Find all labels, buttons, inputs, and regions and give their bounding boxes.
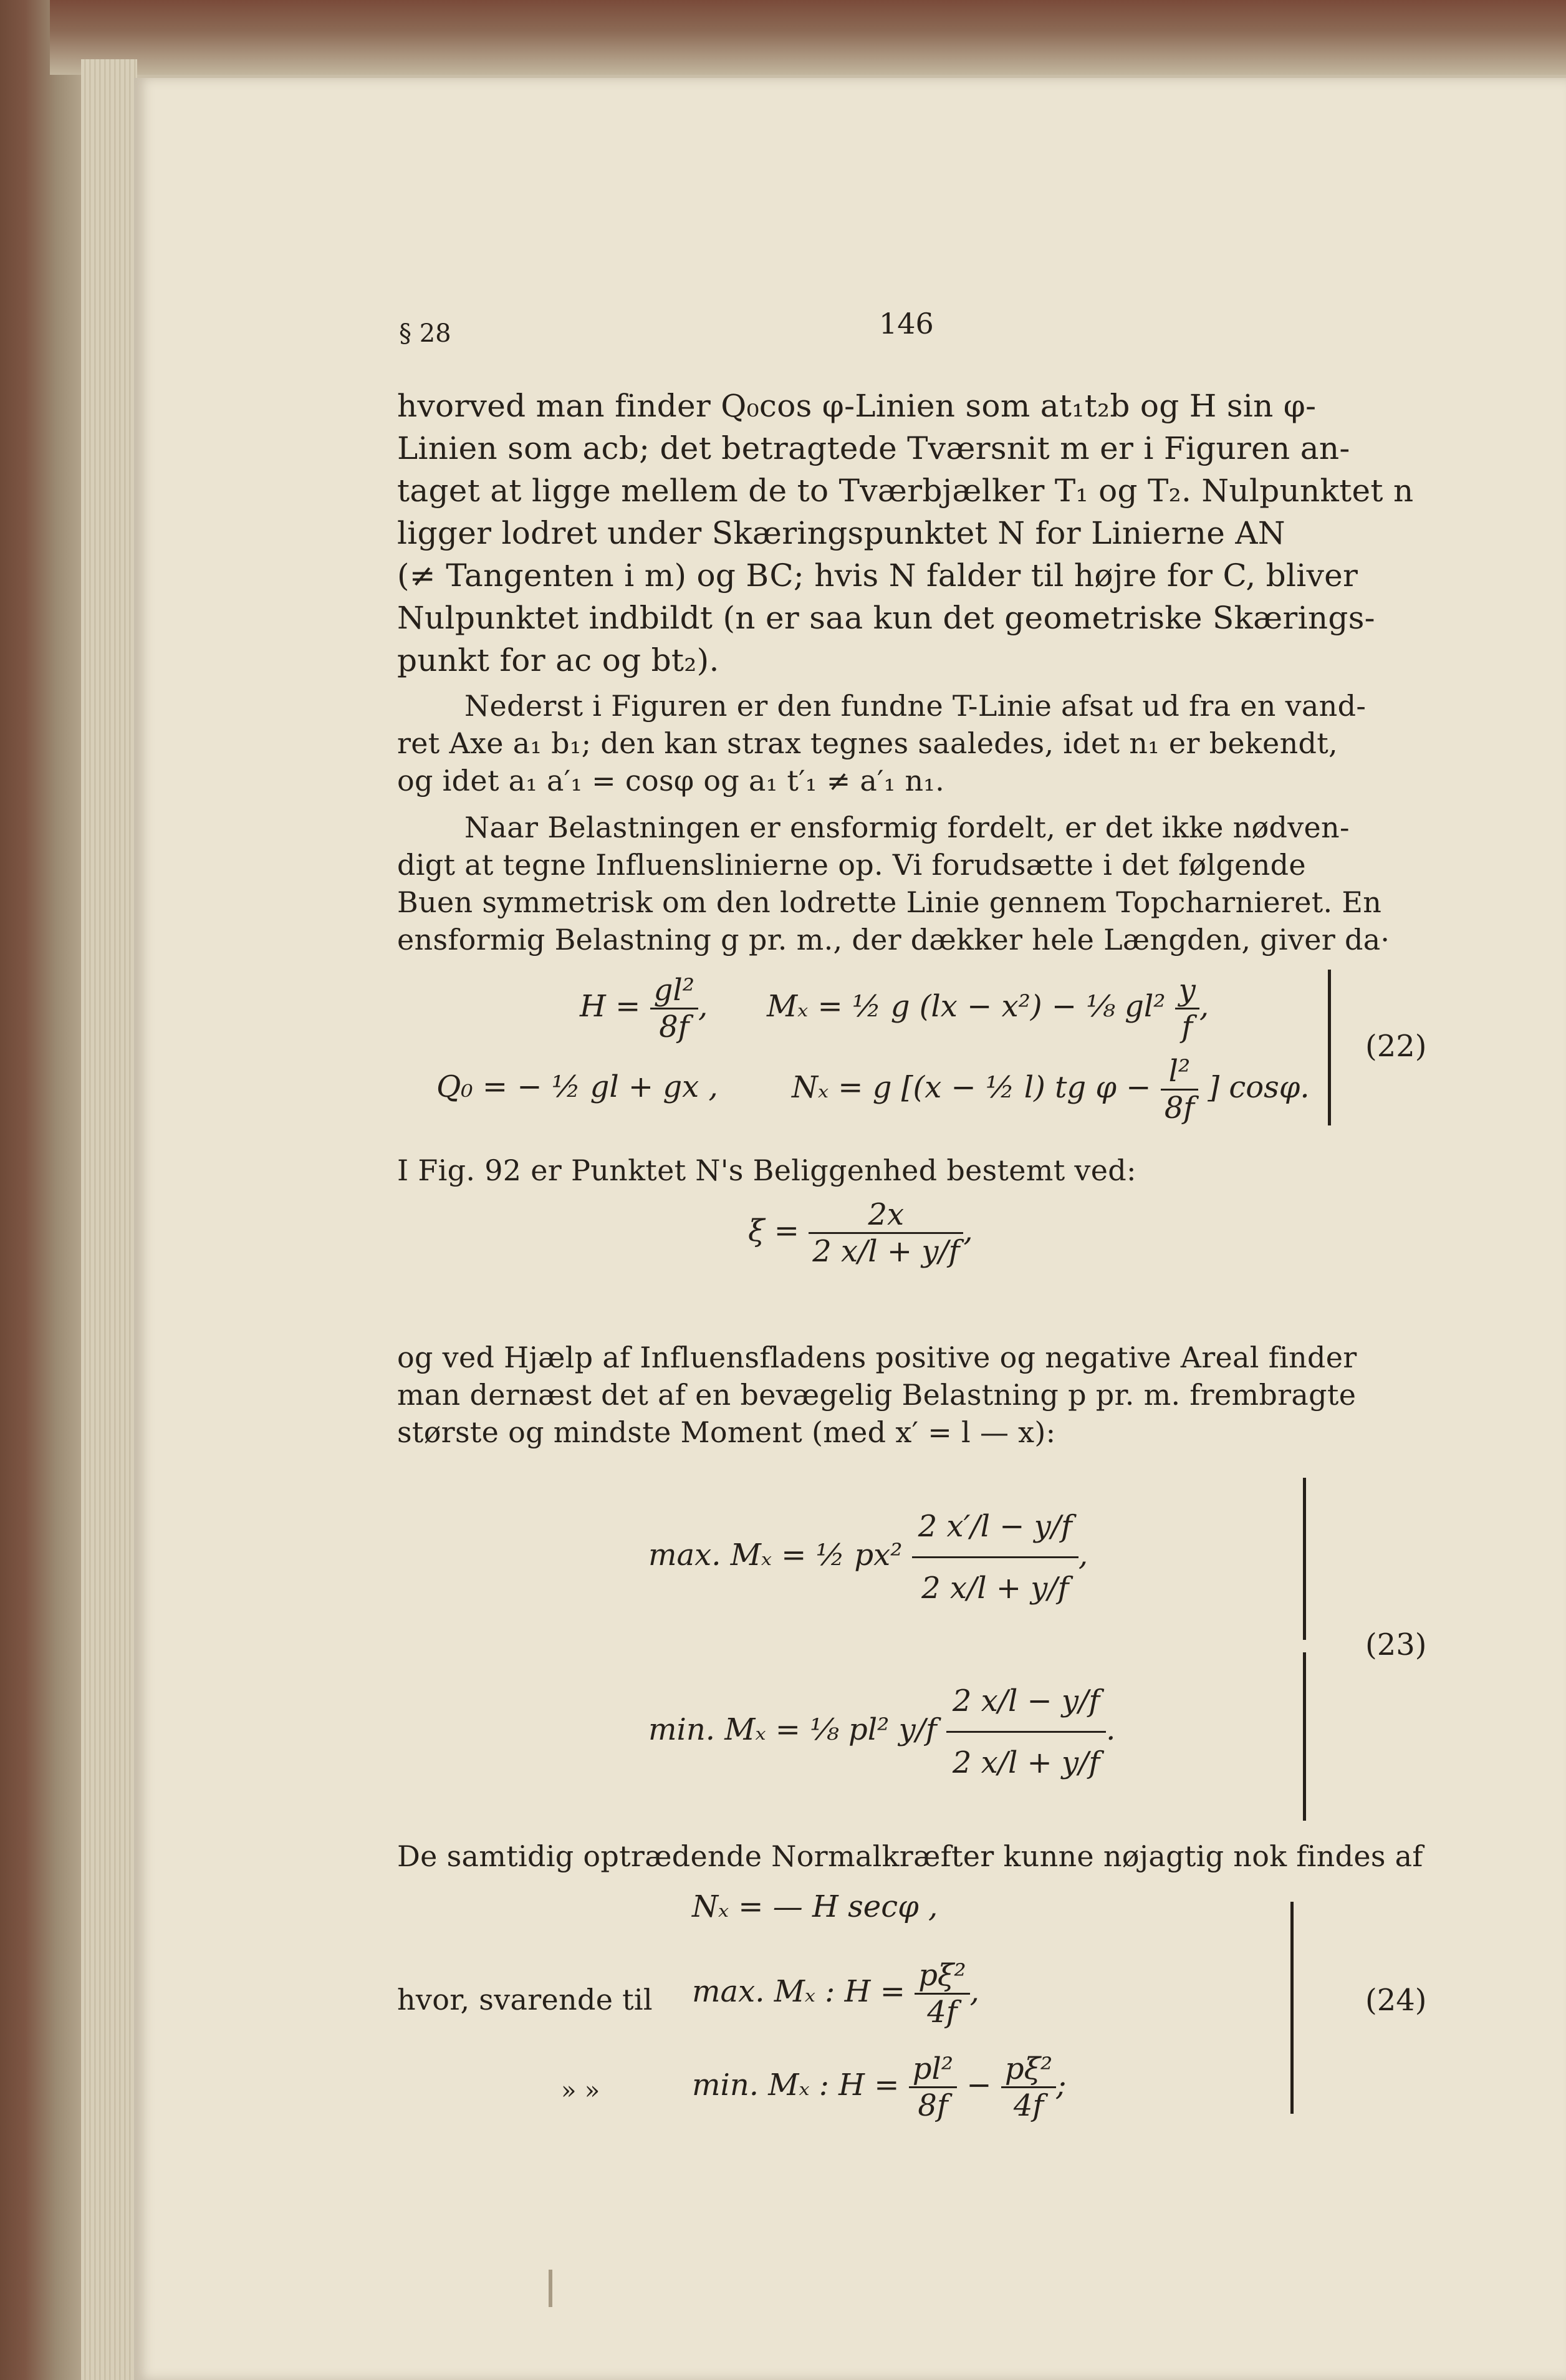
text-line: og idet a₁ a′₁ = cosφ og a₁ t′₁ ≠ a′₁ n₁.: [397, 764, 945, 797]
text-line: taget at ligge mellem de to Tværbjælker T₁ og T₂. Nulpunktet n: [397, 473, 1414, 509]
text-line: Nederst i Figuren er den fundne T-Linie afsat ud fra en vand-: [464, 689, 1367, 723]
equation-xi: ξ = $\frac{2x}{2 x/l + y/f}$ ,: [748, 1197, 973, 1269]
text-line: Nulpunktet indbildt (n er saa kun det geometriske Skærings-: [397, 600, 1375, 636]
equation-22-Q: Q₀ = − ½ gl + gx ,: [436, 1069, 718, 1104]
equation-23-min: min. Mₓ = ⅛ pl² y/f $\frac{2 x/l - y/f}{2 x/l + y/f}$ .: [648, 1671, 1115, 1793]
equation-24-N: Nₓ = — H secφ ,: [692, 1889, 938, 1924]
equation-22-M: Mₓ = ½ g (lx − x²) − ⅛ gl² $\frac{y}{f}$ ,: [767, 973, 1209, 1044]
equation-23-number: (23): [1365, 1627, 1427, 1662]
text-line: » »: [561, 2076, 600, 2105]
text-line: Buen symmetrisk om den lodrette Linie gennem Topcharnieret. En: [397, 885, 1382, 919]
equation-22-N: Nₓ = g [(x − ½ l) tg φ − $\frac{\text{l²}}{8f}$ ] cosφ.: [792, 1054, 1310, 1125]
text-line: man dernæst det af en bevægelig Belastning p pr. m. frembragte: [397, 1378, 1357, 1412]
text-line: Naar Belastningen er ensformig fordelt, er det ikke nødven-: [464, 811, 1350, 844]
page-stack-edges: [81, 59, 137, 2380]
equation-22-brace: [1315, 970, 1331, 1125]
equation-24-brace: [1284, 1902, 1294, 2114]
page-number: 146: [879, 307, 934, 340]
equation-23-max: max. Mₓ = ½ px² $\frac{2 x'/l - y/f}{2 x/l + y/f}$ ,: [648, 1496, 1088, 1618]
equation-22-H: H = $\frac{\text{gl²}}{8f}$ ,: [580, 973, 708, 1044]
equation-23-brace-bottom: [1297, 1652, 1306, 1821]
pencil-mark: [549, 2270, 552, 2307]
book-top-edge: [50, 0, 1566, 75]
text-line: og ved Hjælp af Influensfladens positive og negative Areal finder: [397, 1341, 1357, 1374]
equation-24-max: max. Mₓ : H = $\frac{\text{pξ²}}{4f}$ ,: [692, 1958, 979, 2030]
section-marker: § 28: [399, 319, 451, 348]
equation-23-brace-top: [1297, 1478, 1306, 1640]
text-line: digt at tegne Influenslinierne op. Vi forudsætte i det følgende: [397, 848, 1306, 882]
text-line: punkt for ac og bt₂).: [397, 642, 719, 678]
text-line: hvor, svarende til: [397, 1983, 653, 2016]
text-line: I Fig. 92 er Punktet N's Beliggenhed bestemt ved:: [397, 1154, 1136, 1187]
text-line: ret Axe a₁ b₁; den kan strax tegnes saaledes, idet n₁ er bekendt,: [397, 726, 1338, 760]
text-line: Linien som acb; det betragtede Tværsnit m er i Figuren an-: [397, 430, 1350, 466]
text-line: største og mindste Moment (med x′ = l — x):: [397, 1415, 1056, 1449]
text-line: ensformig Belastning g pr. m., der dækker hele Længden, giver da·: [397, 923, 1390, 956]
text-line: hvorved man finder Q₀cos φ-Linien som at₁t₂b og H sin φ-: [397, 388, 1317, 424]
text-line: ligger lodret under Skæringspunktet N for Linierne AN: [397, 515, 1285, 551]
equation-24-number: (24): [1365, 1983, 1427, 2018]
text-line: De samtidig optrædende Normalkræfter kunne nøjagtig nok findes af: [397, 1839, 1423, 1873]
equation-24-min: min. Mₓ : H = $\frac{\text{pl²}}{8f}$ − $\frac{\text{pξ²}}{4f}$ ;: [692, 2051, 1067, 2123]
text-line: (≠ Tangenten i m) og BC; hvis N falder til højre for C, bliver: [397, 557, 1358, 594]
equation-22-number: (22): [1365, 1029, 1427, 1064]
